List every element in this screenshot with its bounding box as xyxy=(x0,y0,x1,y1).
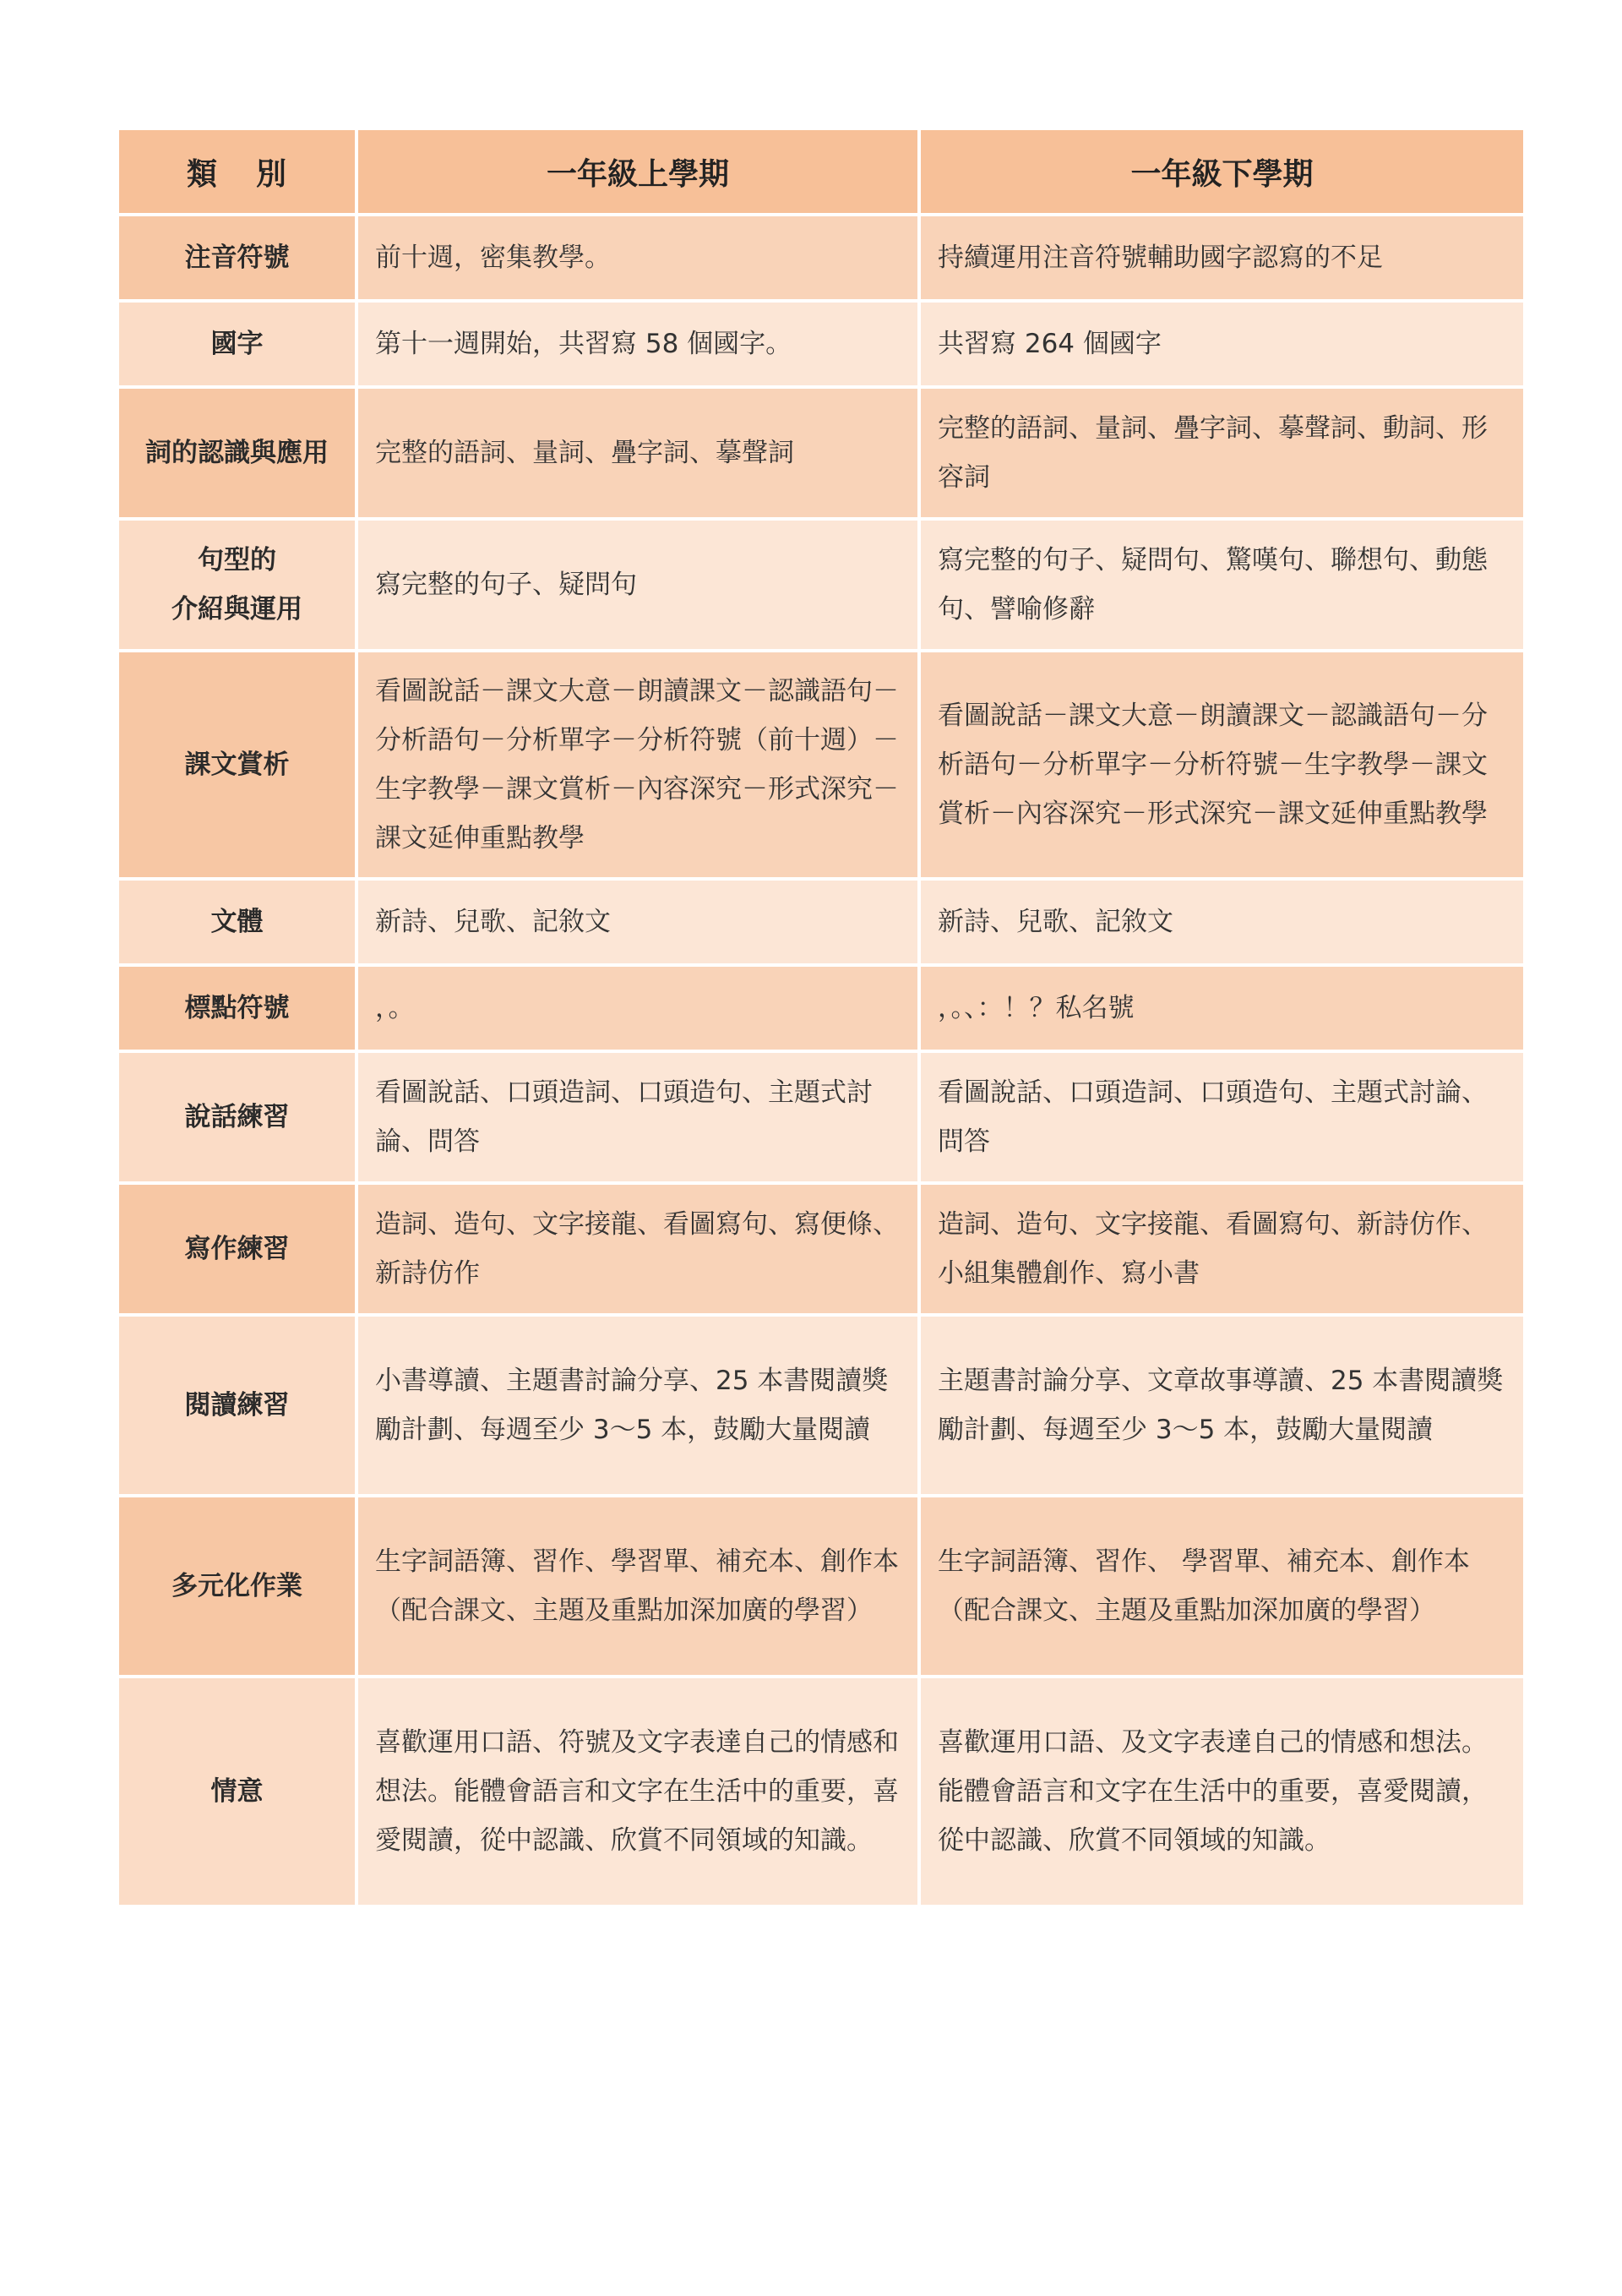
table-row xyxy=(117,879,1525,965)
row-semester-1: 造詞、造句、文字接龍、看圖寫句、寫便條、新詩仿作 xyxy=(357,1183,919,1315)
header-semester-2: 一年級下學期 xyxy=(919,128,1525,215)
row-category xyxy=(117,1496,357,1677)
row-semester-1: 生字詞語簿、習作、學習單、補充本、創作本（配合課文、主題及重點加深加廣的學習） xyxy=(357,1496,919,1677)
row-semester-2: 完整的語詞、量詞、疊字詞、摹聲詞、動詞、形容詞 xyxy=(919,387,1525,519)
table-row xyxy=(117,651,1525,879)
row-semester-2: 看圖說話－課文大意－朗讀課文－認識語句－分析語句－分析單字－分析符號－生字教學－課文賞析－內容深究－形式深究－課文延伸重點教學 xyxy=(919,651,1525,879)
row-semester-1: 看圖說話－課文大意－朗讀課文－認識語句－分析語句－分析單字－分析符號（前十週）－生字教學－課文賞析－內容深究－形式深究－課文延伸重點教學 xyxy=(357,651,919,879)
row-category-line: 詞的認識與應用 xyxy=(145,438,329,468)
table-row xyxy=(117,387,1525,519)
table-row xyxy=(117,519,1525,651)
table-row xyxy=(117,1496,1525,1677)
table-row xyxy=(117,301,1525,387)
curriculum-page xyxy=(116,127,1523,1908)
row-semester-2: 新詩、兒歌、記敘文 xyxy=(919,879,1525,965)
row-semester-1: 看圖說話、口頭造詞、口頭造句、主題式討論、問答 xyxy=(357,1051,919,1183)
row-semester-2: 共習寫 264 個國字 xyxy=(919,301,1525,387)
table-row xyxy=(117,1315,1525,1496)
row-category-line: 課文賞析 xyxy=(184,750,290,780)
row-category xyxy=(117,1051,357,1183)
table-header xyxy=(117,128,1525,215)
row-semester-1: 前十週，密集教學。 xyxy=(357,215,919,301)
row-semester-2: 喜歡運用口語、及文字表達自己的情感和想法。 能體會語言和文字在生活中的重要，喜愛閱讀，從中認識、欣賞不同領域的知識。 xyxy=(919,1677,1525,1906)
table-row xyxy=(117,215,1525,301)
row-category xyxy=(117,1183,357,1315)
row-semester-2: 生字詞語簿、習作、 學習單、補充本、創作本（配合課文、主題及重點加深加廣的學習） xyxy=(919,1496,1525,1677)
table-row xyxy=(117,1051,1525,1183)
row-semester-1: ，。 xyxy=(357,965,919,1051)
row-category-line: 注音符號 xyxy=(184,243,290,273)
table-row xyxy=(117,1677,1525,1906)
row-category-line: 標點符號 xyxy=(184,993,290,1023)
row-semester-1: 喜歡運用口語、符號及文字表達自己的情感和想法。能體會語言和文字在生活中的重要，喜愛閱讀，從中認識、欣賞不同領域的知識。 xyxy=(357,1677,919,1906)
row-category xyxy=(117,879,357,965)
row-semester-2: 持續運用注音符號輔助國字認寫的不足 xyxy=(919,215,1525,301)
row-category xyxy=(117,965,357,1051)
row-category-line: 多元化作業 xyxy=(171,1571,302,1601)
curriculum-table xyxy=(116,127,1527,1908)
row-category-line: 情意 xyxy=(210,1776,264,1807)
row-category xyxy=(117,1315,357,1496)
row-category-line: 說話練習 xyxy=(184,1102,290,1132)
row-category-line: 介紹與運用 xyxy=(171,594,302,624)
table-body xyxy=(117,215,1525,1906)
row-semester-1: 小書導讀、主題書討論分享、25 本書閱讀獎勵計劃、每週至少 3～5 本，鼓勵大量閱讀 xyxy=(357,1315,919,1496)
row-category xyxy=(117,215,357,301)
row-semester-2: 主題書討論分享、文章故事導讀、25 本書閱讀獎勵計劃、每週至少 3～5 本，鼓勵大量閱讀 xyxy=(919,1315,1525,1496)
table-row xyxy=(117,1183,1525,1315)
row-category xyxy=(117,1677,357,1906)
row-semester-1: 寫完整的句子、疑問句 xyxy=(357,519,919,651)
row-semester-2: 看圖說話、口頭造詞、口頭造句、主題式討論、問答 xyxy=(919,1051,1525,1183)
row-category xyxy=(117,387,357,519)
row-semester-2: ，。、：！？私名號 xyxy=(919,965,1525,1051)
row-category xyxy=(117,519,357,651)
header-row xyxy=(117,128,1525,215)
row-semester-1: 新詩、兒歌、記敘文 xyxy=(357,879,919,965)
row-semester-1: 完整的語詞、量詞、疊字詞、摹聲詞 xyxy=(357,387,919,519)
row-category xyxy=(117,301,357,387)
table-row xyxy=(117,965,1525,1051)
row-semester-1: 第十一週開始，共習寫 58 個國字。 xyxy=(357,301,919,387)
row-semester-2: 造詞、造句、文字接龍、看圖寫句、新詩仿作、小組集體創作、寫小書 xyxy=(919,1183,1525,1315)
header-semester-1: 一年級上學期 xyxy=(357,128,919,215)
row-category-line: 寫作練習 xyxy=(184,1234,290,1264)
row-category-line: 閱讀練習 xyxy=(184,1390,290,1421)
row-category-line: 文體 xyxy=(210,907,264,937)
row-semester-2: 寫完整的句子、疑問句、驚嘆句、聯想句、動態句、譬喻修辭 xyxy=(919,519,1525,651)
row-category-line: 國字 xyxy=(210,329,264,359)
row-category-line: 句型的 xyxy=(198,545,276,575)
header-category: 類別 xyxy=(117,128,357,215)
row-category xyxy=(117,651,357,879)
